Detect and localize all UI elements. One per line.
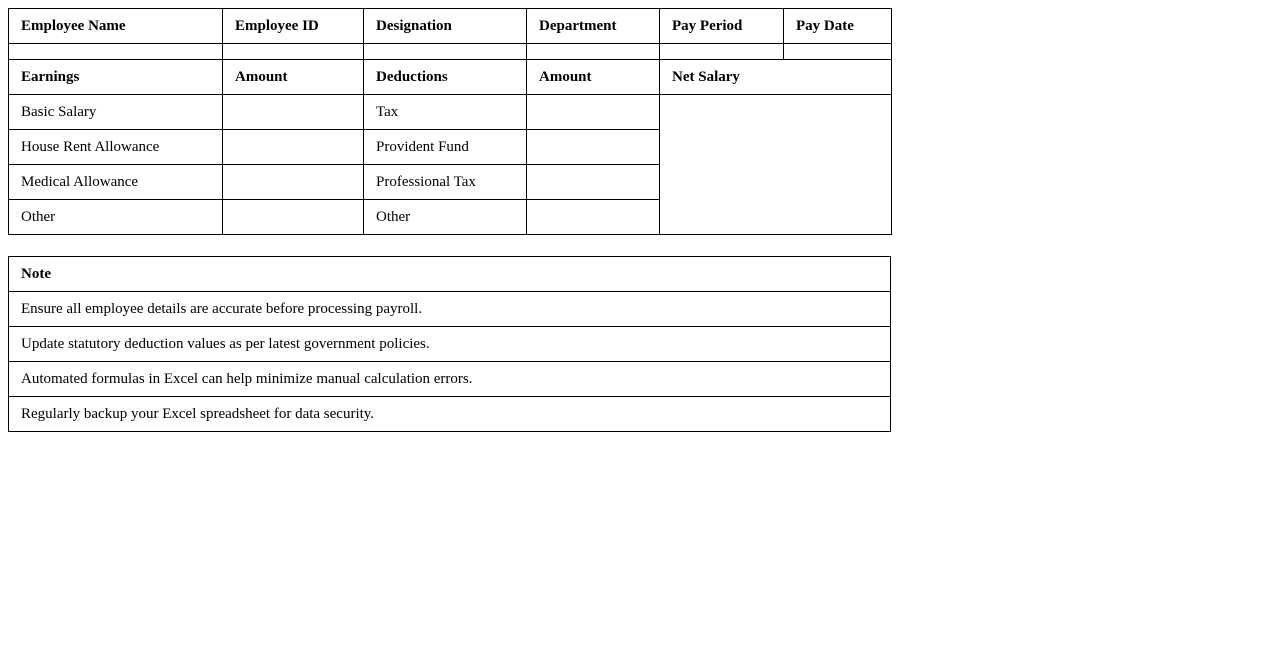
- deduction-label: Professional Tax: [364, 165, 527, 200]
- employee-name-header: Employee Name: [9, 9, 223, 44]
- salary-header-row: [9, 60, 892, 95]
- earning-amount[interactable]: [223, 95, 364, 130]
- earning-label: Basic Salary: [9, 95, 223, 130]
- note-row: [9, 362, 891, 397]
- note-item: Regularly backup your Excel spreadsheet for data security.: [9, 397, 891, 432]
- payslip-table: [8, 8, 892, 235]
- notes-header-row: [9, 257, 891, 292]
- earning-label: House Rent Allowance: [9, 130, 223, 165]
- earning-label: Other: [9, 200, 223, 235]
- earning-amount[interactable]: [223, 165, 364, 200]
- deductions-header: Deductions: [364, 60, 527, 95]
- earnings-header: Earnings: [9, 60, 223, 95]
- deduction-amount[interactable]: [527, 200, 660, 235]
- earnings-amount-header: Amount: [223, 60, 364, 95]
- employee-id-value[interactable]: [223, 44, 364, 60]
- employee-values-row: [9, 44, 892, 60]
- designation-value[interactable]: [364, 44, 527, 60]
- employee-id-header: Employee ID: [223, 9, 364, 44]
- pay-date-value[interactable]: [784, 44, 892, 60]
- pay-date-header: Pay Date: [784, 9, 892, 44]
- designation-header: Designation: [364, 9, 527, 44]
- notes-table: [8, 256, 891, 432]
- employee-name-value[interactable]: [9, 44, 223, 60]
- deduction-amount[interactable]: [527, 95, 660, 130]
- note-row: [9, 292, 891, 327]
- note-header: Note: [9, 257, 891, 292]
- salary-row: [9, 95, 892, 130]
- note-item: Automated formulas in Excel can help minimize manual calculation errors.: [9, 362, 891, 397]
- department-value[interactable]: [527, 44, 660, 60]
- earning-label: Medical Allowance: [9, 165, 223, 200]
- deduction-label: Other: [364, 200, 527, 235]
- note-row: [9, 397, 891, 432]
- deductions-amount-header: Amount: [527, 60, 660, 95]
- net-salary-header: Net Salary: [660, 60, 892, 95]
- earning-amount[interactable]: [223, 200, 364, 235]
- pay-period-value[interactable]: [660, 44, 784, 60]
- deduction-label: Provident Fund: [364, 130, 527, 165]
- deduction-amount[interactable]: [527, 130, 660, 165]
- note-item: Update statutory deduction values as per latest government policies.: [9, 327, 891, 362]
- pay-period-header: Pay Period: [660, 9, 784, 44]
- deduction-label: Tax: [364, 95, 527, 130]
- deduction-amount[interactable]: [527, 165, 660, 200]
- note-item: Ensure all employee details are accurate before processing payroll.: [9, 292, 891, 327]
- net-salary-value[interactable]: [660, 95, 892, 235]
- department-header: Department: [527, 9, 660, 44]
- earning-amount[interactable]: [223, 130, 364, 165]
- employee-header-row: [9, 9, 892, 44]
- note-row: [9, 327, 891, 362]
